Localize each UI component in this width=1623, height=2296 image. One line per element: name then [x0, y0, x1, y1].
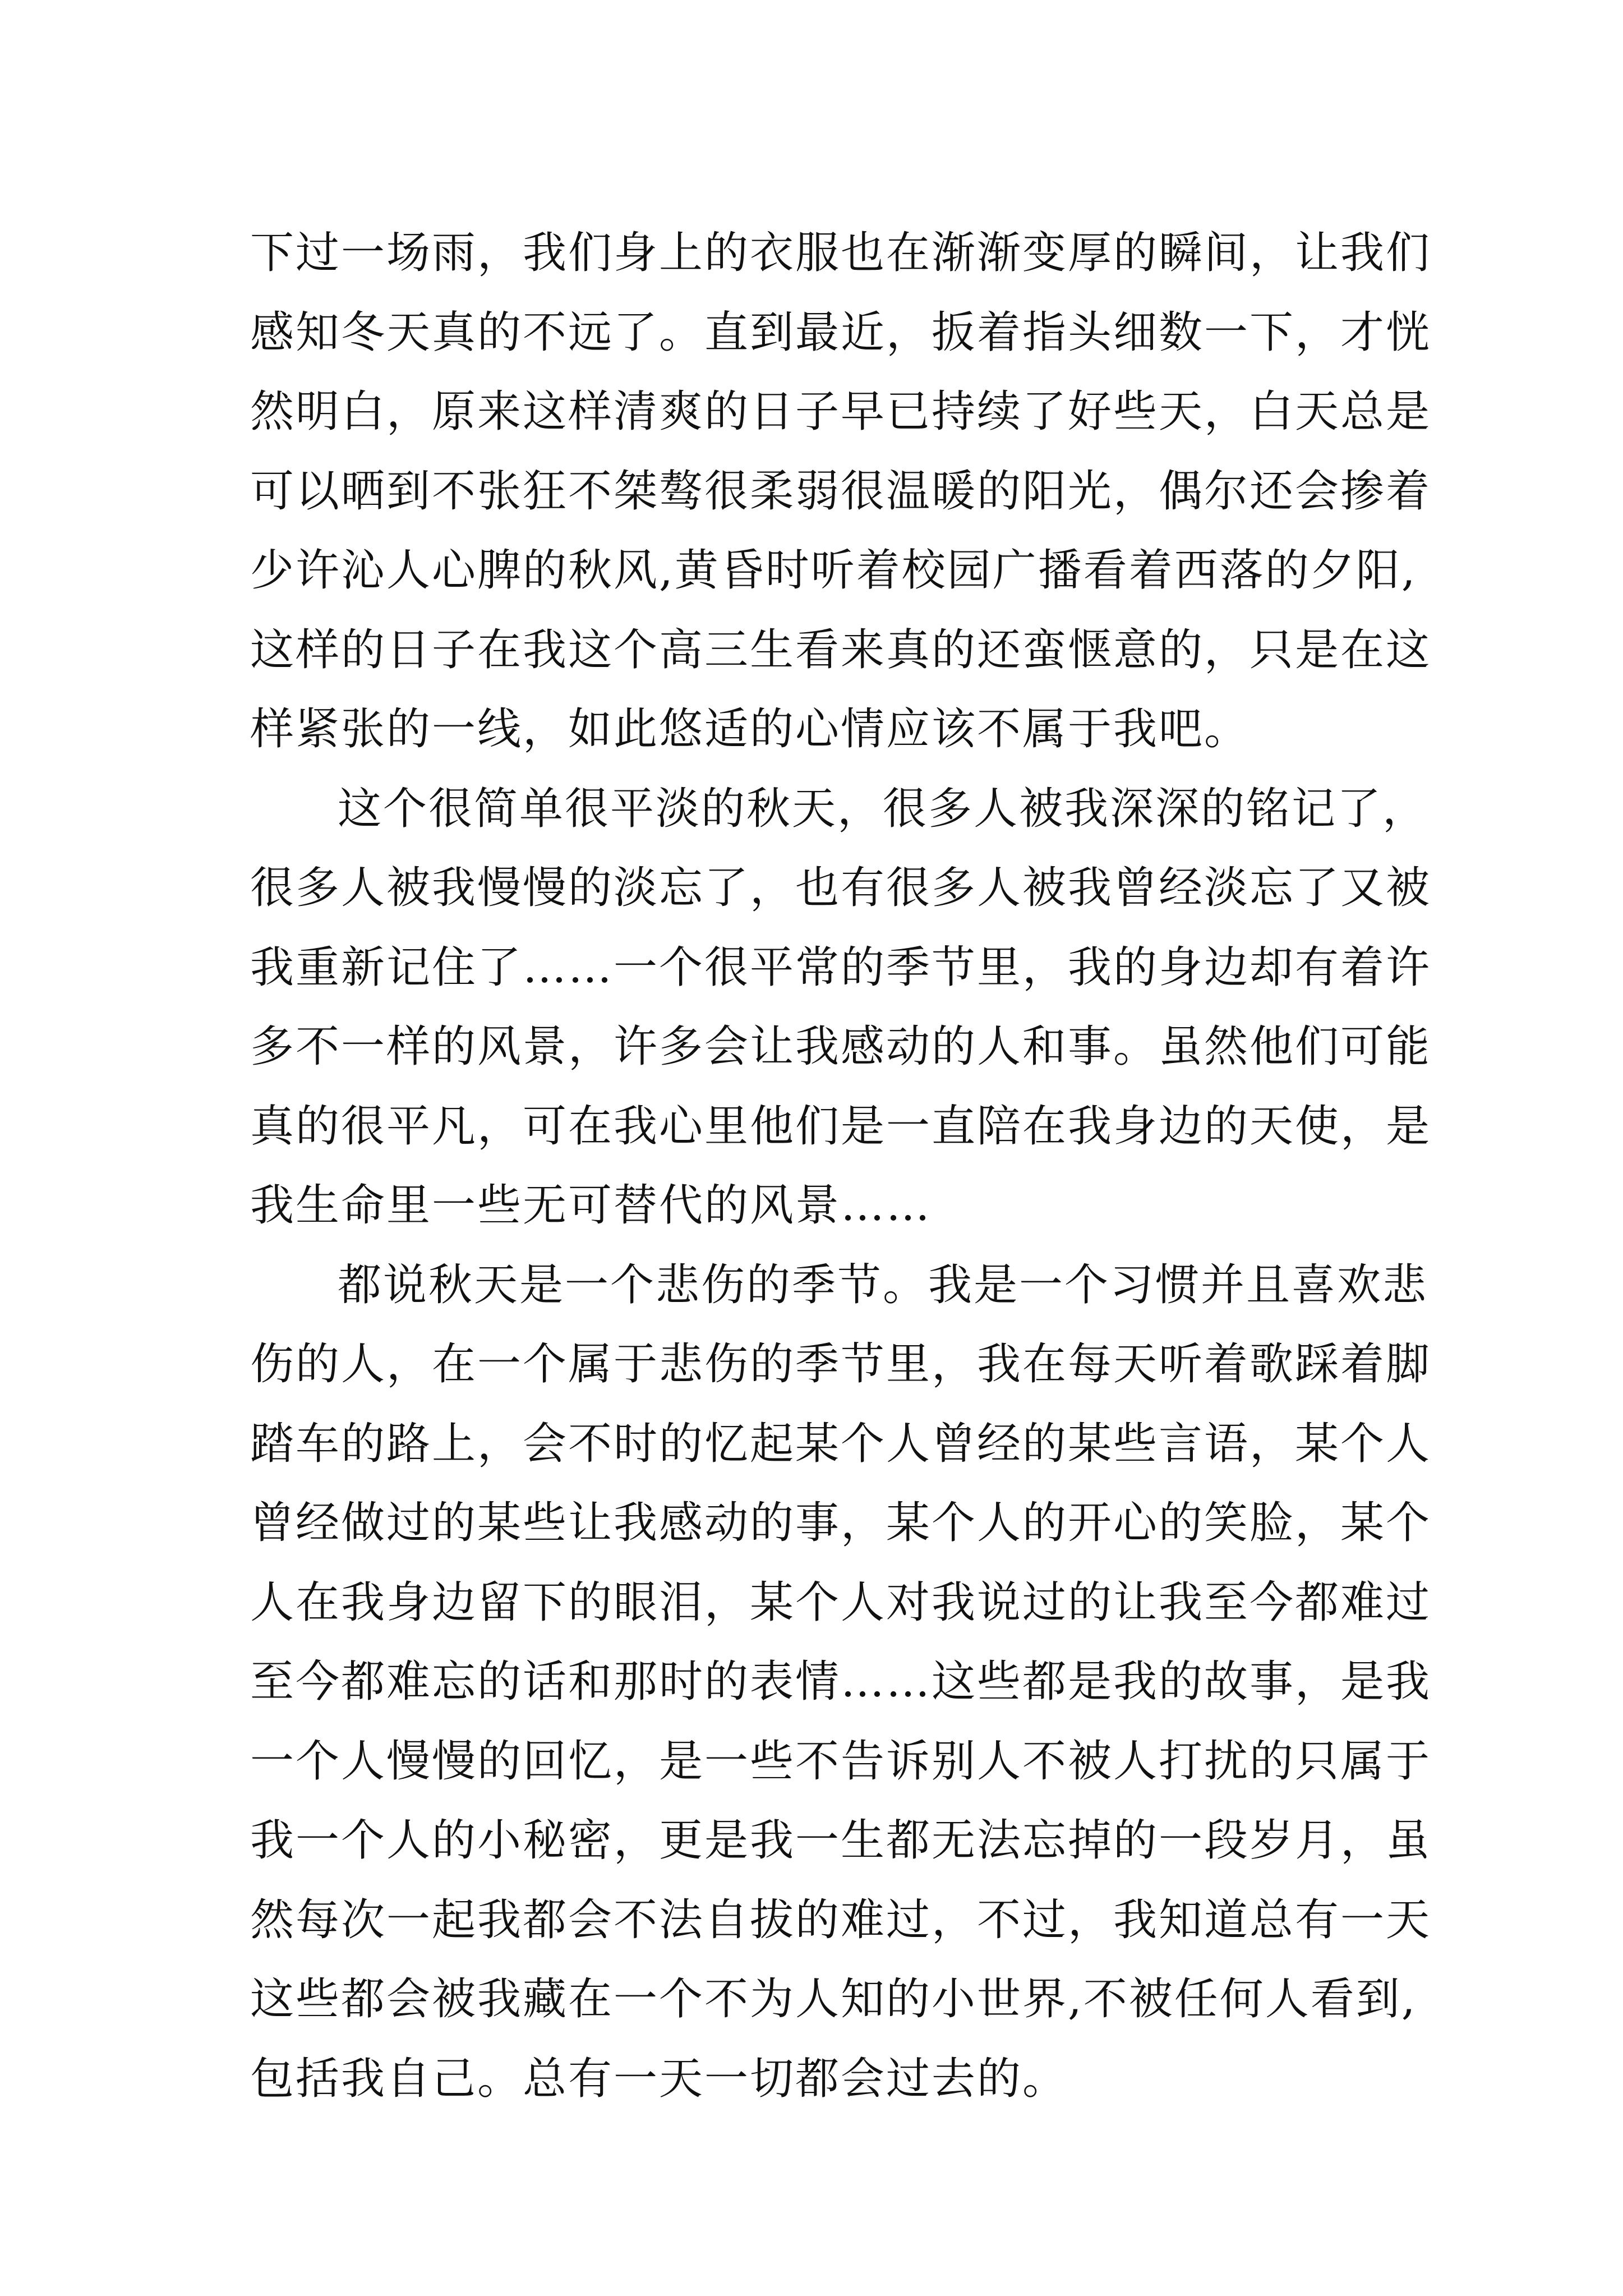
text-line: 然每次一起我都会不法自拔的难过，不过，我知道总有一天: [250, 1894, 1432, 1945]
paragraph-1: [250, 214, 1432, 770]
text-line: 一个人慢慢的回忆，是一些不告诉别人不被人打扰的只属于: [250, 1736, 1432, 1787]
text-line: 下过一场雨，我们身上的衣服也在渐渐变厚的瞬间，让我们: [250, 228, 1432, 278]
text-line: 曾经做过的某些让我感动的事，某个人的开心的笑脸，某个: [250, 1498, 1432, 1548]
text-line: 这些都会被我藏在一个不为人知的小世界,不被任何人看到,: [250, 1974, 1417, 2024]
text-line: 我重新记住了……一个很平常的季节里，我的身边却有着许: [250, 942, 1432, 993]
text-line: 少许沁人心脾的秋风,黄昏时听着校园广播看着西落的夕阳,: [250, 545, 1417, 596]
text-line: 这样的日子在我这个高三生看来真的还蛮惬意的，只是在这: [250, 624, 1432, 675]
text-line: 然明白，原来这样清爽的日子早已持续了好些天，白天总是: [250, 386, 1432, 437]
text-line: 都说秋天是一个悲伤的季节。我是一个习惯并且喜欢悲: [338, 1259, 1428, 1310]
text-line: 踏车的路上，会不时的忆起某个人曾经的某些言语，某个人: [250, 1418, 1432, 1469]
text-line: 我一个人的小秘密，更是我一生都无法忘掉的一段岁月，虽: [250, 1815, 1432, 1866]
paragraph-3: [250, 1246, 1432, 2119]
text-line: 这个很简单很平淡的秋天，很多人被我深深的铭记了，: [338, 783, 1428, 834]
text-line: 人在我身边留下的眼泪，某个人对我说过的让我至今都难过: [250, 1577, 1432, 1628]
paragraph-2: [250, 770, 1432, 1246]
text-line: 样紧张的一线，如此悠适的心情应该不属于我吧。: [250, 704, 1250, 754]
text-line: 伤的人，在一个属于悲伤的季节里，我在每天听着歌踩着脚: [250, 1339, 1432, 1389]
text-line: 至今都难忘的话和那时的表情……这些都是我的故事，是我: [250, 1657, 1432, 1707]
text-line: 包括我自己。总有一天一切都会过去的。: [250, 2053, 1068, 2104]
text-line: 感知冬天真的不远了。直到最近，扳着指头细数一下，才恍: [250, 307, 1432, 358]
text-line: 我生命里一些无可替代的风景……: [250, 1180, 932, 1231]
document-body: [250, 214, 1432, 2119]
text-line: 真的很平凡，可在我心里他们是一直陪在我身边的天使，是: [250, 1101, 1432, 1152]
text-line: 多不一样的风景，许多会让我感动的人和事。虽然他们可能: [250, 1022, 1432, 1072]
text-line: 很多人被我慢慢的淡忘了，也有很多人被我曾经淡忘了又被: [250, 863, 1432, 913]
text-line: 可以晒到不张狂不桀骜很柔弱很温暖的阳光，偶尔还会掺着: [250, 466, 1432, 517]
